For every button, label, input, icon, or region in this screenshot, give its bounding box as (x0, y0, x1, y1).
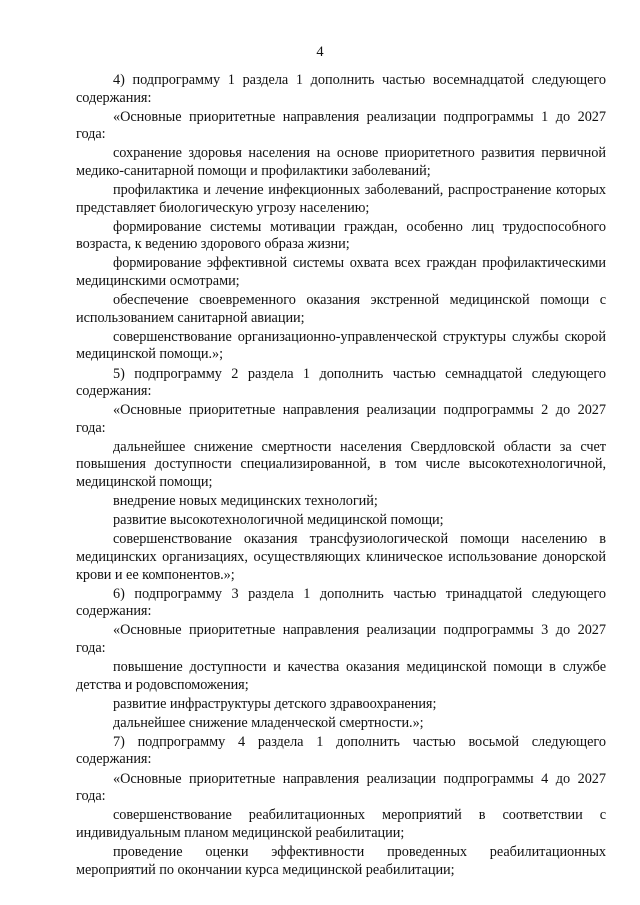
paragraph: внедрение новых медицинских технологий; (113, 493, 378, 510)
paragraph: дальнейшее снижение смертности населения Свердловской области за счет повышения доступности специализированной, в том числе высокотехнологичной, медицинской помощи; (76, 438, 606, 491)
paragraph: обеспечение своевременного оказания экстренной медицинской помощи с использованием санитарной авиации; (76, 292, 606, 326)
paragraph: 7) подпрограмму 4 раздела 1 дополнить частью восьмой следующего содержания: (76, 733, 606, 768)
paragraph: развитие инфраструктуры детского здравоохранения; (113, 695, 437, 712)
paragraph: 5) подпрограмму 2 раздела 1 дополнить частью семнадцатой следующего содержания: (76, 365, 606, 400)
paragraph: совершенствование оказания трансфузиологической помощи населению в медицинских организациях, осуществляющих клиническое использование донорской крови и ее компонентов.»; (76, 531, 606, 583)
paragraph: 6) подпрограмму 3 раздела 1 дополнить частью тринадцатой следующего содержания: (76, 585, 606, 620)
page-number: 4 (316, 44, 324, 60)
paragraph: «Основные приоритетные направления реализации подпрограммы 4 до 2027 года: (76, 770, 606, 805)
paragraph: «Основные приоритетные направления реализации подпрограммы 2 до 2027 года: (76, 402, 606, 436)
document-body (76, 72, 606, 881)
paragraph: дальнейшее снижение младенческой смертности.»; (113, 714, 424, 731)
paragraph: повышение доступности и качества оказания медицинской помощи в службе детства и родовспоможения; (76, 659, 606, 693)
paragraph: «Основные приоритетные направления реализации подпрограммы 1 до 2027 года: (76, 108, 606, 143)
paragraph: «Основные приоритетные направления реализации подпрограммы 3 до 2027 года: (76, 622, 606, 656)
paragraph: профилактика и лечение инфекционных заболеваний, распространение которых представляет биологическую угрозу населению; (76, 182, 606, 216)
paragraph: формирование эффективной системы охвата всех граждан профилактическими медицинскими осмотрами; (76, 255, 606, 290)
paragraph: совершенствование реабилитационных мероприятий в соответствии с индивидуальным планом медицинской реабилитации; (76, 807, 606, 841)
paragraph: совершенствование организационно-управленческой структуры службы скорой медицинской помощи.»; (76, 328, 606, 363)
paragraph: проведение оценки эффективности проведенных реабилитационных мероприятий по окончании курса медицинской реабилитации; (76, 843, 606, 878)
paragraph: сохранение здоровья населения на основе приоритетного развития первичной медико-санитарной помощи и профилактики заболеваний; (76, 145, 606, 179)
paragraph: формирование системы мотивации граждан, особенно лиц трудоспособного возраста, к ведению здорового образа жизни; (76, 218, 606, 253)
paragraph: 4) подпрограмму 1 раздела 1 дополнить частью восемнадцатой следующего содержания: (76, 72, 606, 106)
paragraph: развитие высокотехнологичной медицинской помощи; (113, 512, 444, 529)
